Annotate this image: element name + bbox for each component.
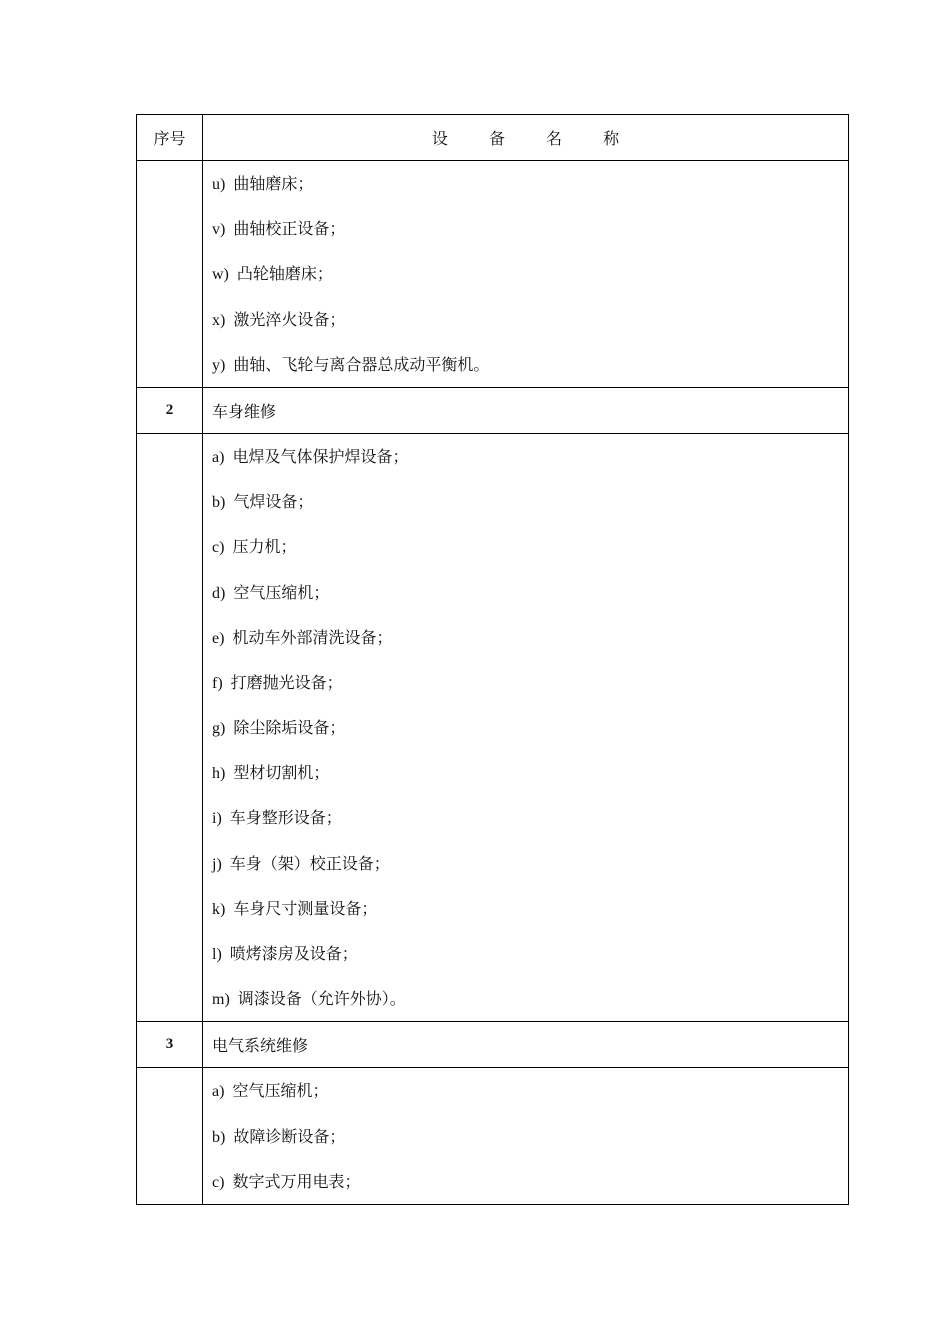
item-text: 激光淬火设备； (233, 309, 346, 329)
item-text: 型材切割机； (233, 763, 330, 783)
item-text: 车身整形设备； (229, 808, 342, 828)
item-label: b) (212, 494, 226, 512)
header-name-char: 称 (603, 129, 620, 148)
list-item (212, 206, 848, 251)
item-text: 压力机； (232, 537, 297, 557)
list-item (212, 297, 848, 342)
empty-serial-cell (137, 1068, 203, 1205)
header-name-char: 名 (546, 129, 563, 148)
list-item (212, 1114, 848, 1159)
list-item (212, 1068, 848, 1113)
list-item (212, 705, 848, 750)
item-text: 空气压缩机； (232, 1081, 329, 1101)
equipment-table (136, 114, 849, 1205)
header-name-char: 设 (431, 129, 448, 148)
item-label: w) (212, 266, 229, 284)
section-3-row (137, 1022, 849, 1068)
list-item (212, 886, 848, 931)
item-text: 机动车外部清洗设备； (232, 627, 393, 647)
item-text: 气焊设备； (233, 492, 314, 512)
item-label: d) (212, 584, 226, 602)
section-3-items-row (137, 1068, 849, 1205)
item-label: v) (212, 221, 226, 239)
item-text: 曲轴、飞轮与离合器总成动平衡机。 (233, 354, 490, 374)
item-text: 曲轴校正设备； (233, 219, 346, 239)
empty-serial-cell (137, 433, 203, 1021)
item-label: h) (212, 765, 226, 783)
table-header-row (137, 115, 849, 161)
item-label: l) (212, 946, 222, 963)
item-text: 数字式万用电表； (232, 1171, 361, 1191)
item-label: x) (212, 311, 226, 329)
list-item (212, 434, 848, 479)
empty-serial-cell (137, 161, 203, 388)
header-name-char: 备 (488, 129, 505, 148)
item-label: m) (212, 991, 230, 1009)
item-label: u) (212, 176, 226, 193)
item-text: 车身尺寸测量设备； (233, 898, 378, 918)
item-text: 电焊及气体保护焊设备； (232, 446, 409, 466)
item-label: a) (212, 448, 225, 466)
header-serial-number: 序号 (137, 115, 203, 161)
list-item (212, 931, 848, 976)
section-2-items-row (137, 433, 849, 1021)
list-item (212, 615, 848, 660)
list-item (212, 976, 848, 1021)
item-text: 曲轴磨床； (233, 174, 314, 193)
list-item (212, 795, 848, 840)
item-label: y) (212, 356, 226, 374)
item-label: c) (212, 1173, 225, 1191)
item-label: e) (212, 629, 225, 647)
item-text: 故障诊断设备； (233, 1126, 346, 1146)
section-3-item-list (203, 1068, 849, 1205)
block1-items-row (137, 161, 849, 388)
list-item (212, 524, 848, 569)
header-equipment-name (203, 115, 849, 161)
item-label: j) (212, 855, 222, 873)
list-item (212, 1159, 848, 1204)
item-text: 除尘除垢设备； (233, 718, 346, 738)
list-item (212, 161, 848, 206)
section-title: 车身维修 (203, 387, 849, 433)
item-text: 凸轮轴磨床； (236, 264, 333, 284)
item-label: c) (212, 539, 225, 557)
item-text: 调漆设备（允许外协）。 (237, 989, 406, 1009)
item-label: a) (212, 1083, 225, 1101)
item-label: k) (212, 900, 226, 918)
section-number: 2 (137, 387, 203, 433)
item-text: 打磨抛光设备； (230, 672, 343, 692)
list-item (212, 570, 848, 615)
list-item (212, 660, 848, 705)
item-text: 车身（架）校正设备； (229, 853, 390, 873)
list-item (212, 342, 848, 387)
item-label: f) (212, 674, 223, 692)
list-item (212, 479, 848, 524)
block1-item-list (203, 161, 849, 388)
item-label: b) (212, 1128, 226, 1146)
item-text: 空气压缩机； (233, 582, 330, 602)
section-2-row (137, 387, 849, 433)
section-title: 电气系统维修 (203, 1022, 849, 1068)
section-2-item-list (203, 433, 849, 1021)
item-label: i) (212, 810, 222, 828)
section-number: 3 (137, 1022, 203, 1068)
list-item (212, 750, 848, 795)
item-label: g) (212, 720, 226, 738)
item-text: 喷烤漆房及设备； (229, 944, 358, 963)
list-item (212, 251, 848, 296)
list-item (212, 841, 848, 886)
